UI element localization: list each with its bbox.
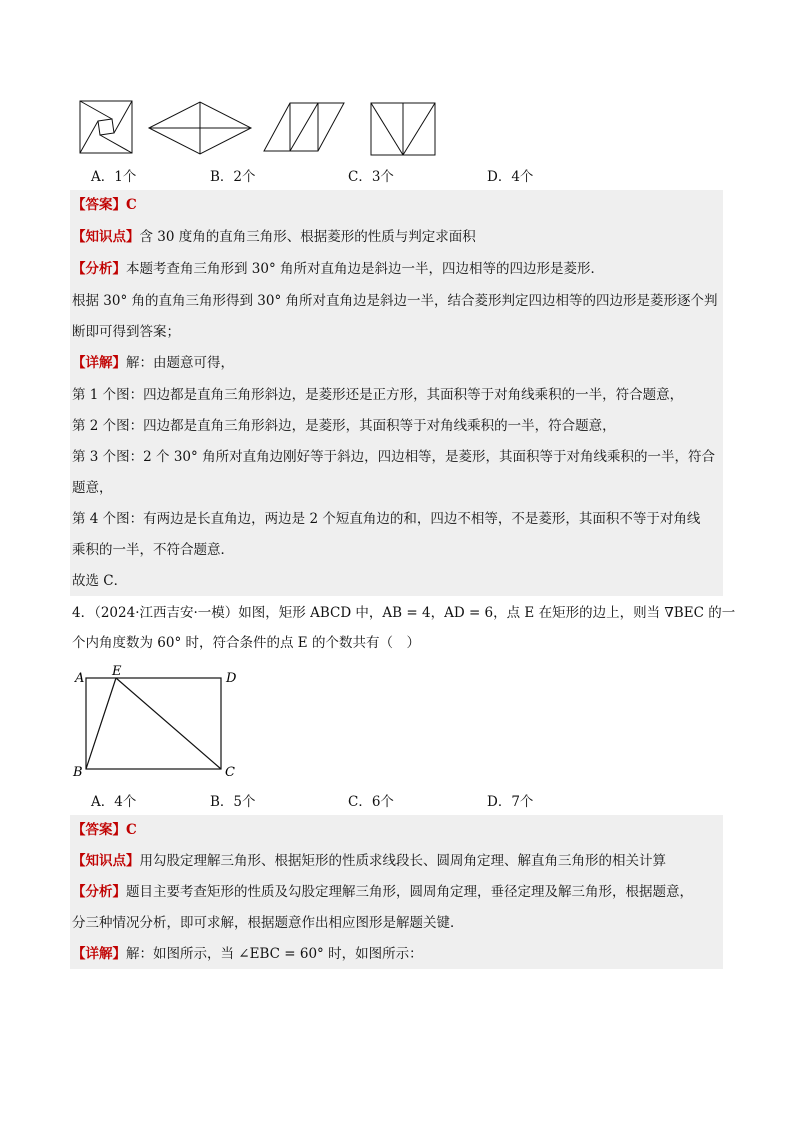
q4-knowledge [72, 851, 666, 871]
answer-value: C [126, 822, 137, 838]
fig4-text: 有两边是长直角边，两边是 2 个短直角边的和，四边不相等，不是菱形，其面积不等于对角线 [143, 511, 701, 527]
q3-analysis-line-3: 断即可得到答案； [72, 324, 180, 340]
q4-answer [72, 820, 137, 840]
label-a: A [75, 671, 85, 686]
q3-detail-intro [72, 353, 234, 373]
q3-option-b: B．2个 [210, 169, 256, 185]
knowledge-text: 用勾股定理解三角形、根据矩形的性质求线段长、圆周角定理、解直角三角形的相关计算 [139, 853, 666, 869]
label-d: D [226, 671, 237, 686]
q3-fig4-analysis-cont: 乘积的一半，不符合题意． [72, 542, 234, 558]
q4-analysis-line-1 [72, 882, 693, 902]
detail-tag: 【详解】 [72, 946, 126, 962]
fig2-prefix: 第 2 个图： [72, 418, 144, 434]
q4-rectangle-figure [70, 664, 245, 780]
fig2-text: 四边都是直角三角形斜边，是菱形，其面积等于对角线乘积的一半，符合题意， [143, 418, 616, 434]
fig1-text: 四边都是直角三角形斜边，是菱形还是正方形，其面积等于对角线乘积的一半，符合题意， [143, 387, 684, 403]
answer-tag: 【答案】 [72, 822, 126, 838]
q4-analysis-line-2: 分三种情况分析，即可求解，根据题意作出相应图形是解题关键． [72, 915, 464, 931]
q3-fig3-analysis-cont: 题意， [72, 480, 113, 496]
q3-figure-4 [369, 101, 439, 157]
q4-stem-line-1: 4．（2024·江西吉安·一模）如图，矩形 ABCD 中，AB = 4，AD = 6，点 E 在矩形的边上，则当 ∇BEC 的一 [72, 605, 736, 621]
q3-figure-1 [78, 99, 136, 155]
q4-option-c: C．6个 [348, 794, 394, 810]
analysis-tag: 【分析】 [72, 884, 126, 900]
answer-value: C [126, 197, 137, 213]
q4-option-a: A．4个 [91, 794, 137, 810]
q3-fig4-analysis [72, 509, 700, 529]
detail-text: 解：如图所示，当 ∠EBC = 60° 时，如图所示： [126, 946, 423, 962]
q3-fig2-analysis [72, 416, 616, 436]
analysis-text: 题目主要考查矩形的性质及勾股定理解三角形，圆周角定理，垂径定理及解三角形，根据题意， [126, 884, 693, 900]
q3-analysis-line-2: 根据 30° 角的直角三角形得到 30° 角所对直角边是斜边一半，结合菱形判定四边相等的四边形是菱形逐个判 [72, 293, 718, 309]
q3-fig3-analysis [72, 447, 715, 467]
analysis-tag: 【分析】 [72, 261, 126, 277]
q3-analysis-line-1 [72, 259, 604, 279]
knowledge-tag: 【知识点】 [72, 853, 140, 869]
q4-detail [72, 944, 423, 964]
q3-knowledge [72, 227, 476, 247]
q3-figure-3 [262, 101, 346, 153]
analysis-text: 本题考查角三角形到 30° 角所对直角边是斜边一半，四边相等的四边形是菱形． [126, 261, 605, 277]
q3-figure-2 [147, 100, 253, 156]
q3-fig1-analysis [72, 385, 683, 405]
label-c: C [225, 765, 235, 780]
knowledge-tag: 【知识点】 [72, 229, 140, 245]
q4-stem-line-2: 个内角度数为 60° 时，符合条件的点 E 的个数共有（ ） [72, 635, 420, 651]
q4-option-b: B．5个 [210, 794, 256, 810]
q3-option-a: A．1个 [91, 169, 137, 185]
q3-answer [72, 195, 137, 215]
label-e: E [112, 664, 122, 679]
label-b: B [73, 765, 83, 780]
fig3-prefix: 第 3 个图： [72, 449, 144, 465]
detail-text: 解：由题意可得， [126, 355, 234, 371]
fig4-prefix: 第 4 个图： [72, 511, 144, 527]
fig3-text: 2 个 30° 角所对直角边刚好等于斜边，四边相等，是菱形，其面积等于对角线乘积的一半，符合 [143, 449, 716, 465]
q3-option-d: D．4个 [487, 169, 534, 185]
q3-conclusion: 故选 C． [72, 573, 128, 589]
detail-tag: 【详解】 [72, 355, 126, 371]
q4-option-d: D．7个 [487, 794, 534, 810]
knowledge-text: 含 30 度角的直角三角形、根据菱形的性质与判定求面积 [139, 229, 476, 245]
fig1-prefix: 第 1 个图： [72, 387, 144, 403]
q3-option-c: C．3个 [348, 169, 394, 185]
answer-tag: 【答案】 [72, 197, 126, 213]
